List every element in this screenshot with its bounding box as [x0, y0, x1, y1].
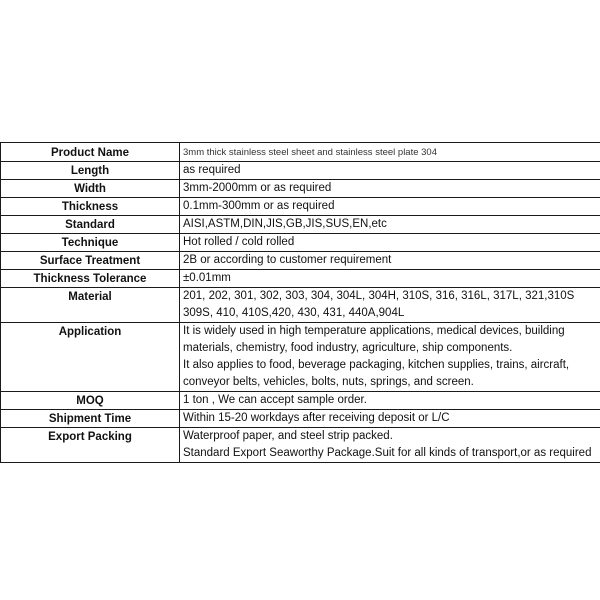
spec-row-shipment-time — [1, 410, 600, 428]
spec-value-line: ±0.01mm — [183, 272, 231, 284]
spec-row-standard — [1, 216, 600, 234]
spec-row-moq — [1, 392, 600, 410]
spec-row-width — [1, 180, 600, 198]
spec-value — [180, 270, 600, 288]
spec-label: Surface Treatment — [1, 252, 180, 270]
spec-value-line: Standard Export Seaworthy Package.Suit for all kinds of transport,or as required — [183, 447, 592, 459]
spec-value — [180, 234, 600, 252]
spec-value-line: 3mm thick stainless steel sheet and stainless steel plate 304 — [183, 147, 437, 158]
spec-row-product-name — [1, 143, 600, 162]
spec-value — [180, 143, 600, 162]
spec-value-line: 2B or according to customer requirement — [183, 254, 392, 266]
spec-row-surface-treatment — [1, 252, 600, 270]
spec-value-line: 0.1mm-300mm or as required — [183, 200, 335, 212]
spec-row-export-packing — [1, 428, 600, 463]
spec-value-line: Within 15-20 workdays after receiving deposit or L/C — [183, 412, 450, 424]
spec-value — [180, 428, 600, 463]
spec-value-line: 1 ton , We can accept sample order. — [183, 394, 367, 406]
spec-label: Export Packing — [1, 428, 180, 463]
spec-value — [180, 288, 600, 323]
spec-value-line: 201, 202, 301, 302, 303, 304, 304L, 304H, 310S, 316, 316L, 317L, 321,310S — [183, 290, 575, 302]
spec-value — [180, 162, 600, 180]
spec-value — [180, 323, 600, 392]
spec-label: Product Name — [1, 143, 180, 162]
spec-label: Shipment Time — [1, 410, 180, 428]
spec-row-length — [1, 162, 600, 180]
spec-row-thickness-tolerance — [1, 270, 600, 288]
spec-row-thickness — [1, 198, 600, 216]
spec-value-line: materials, chemistry, food industry, agriculture, ship components. — [183, 342, 513, 354]
spec-value — [180, 252, 600, 270]
spec-label: Material — [1, 288, 180, 323]
spec-row-application — [1, 323, 600, 392]
spec-value-line: conveyor belts, vehicles, bolts, nuts, springs, and screen. — [183, 376, 474, 388]
spec-label: Application — [1, 323, 180, 392]
spec-label: Standard — [1, 216, 180, 234]
spec-value-line: It also applies to food, beverage packaging, kitchen supplies, trains, aircraft, — [183, 359, 570, 371]
spec-label: Thickness Tolerance — [1, 270, 180, 288]
spec-value — [180, 410, 600, 428]
spec-label: Width — [1, 180, 180, 198]
spec-value-line: 3mm-2000mm or as required — [183, 182, 332, 194]
spec-label: Technique — [1, 234, 180, 252]
spec-value-line: 309S, 410, 410S,420, 430, 431, 440A,904L — [183, 307, 405, 319]
spec-value-line: Hot rolled / cold rolled — [183, 236, 295, 248]
spec-row-material — [1, 288, 600, 323]
product-spec-table — [0, 142, 600, 463]
spec-label: Thickness — [1, 198, 180, 216]
spec-value-line: It is widely used in high temperature applications, medical devices, building — [183, 325, 565, 337]
spec-value-line: as required — [183, 164, 241, 176]
spec-value — [180, 198, 600, 216]
spec-label: Length — [1, 162, 180, 180]
spec-label: MOQ — [1, 392, 180, 410]
spec-row-technique — [1, 234, 600, 252]
spec-value — [180, 392, 600, 410]
spec-value — [180, 180, 600, 198]
spec-value-line: Waterproof paper, and steel strip packed. — [183, 430, 393, 442]
spec-value — [180, 216, 600, 234]
spec-value-line: AISI,ASTM,DIN,JIS,GB,JIS,SUS,EN,etc — [183, 218, 387, 230]
